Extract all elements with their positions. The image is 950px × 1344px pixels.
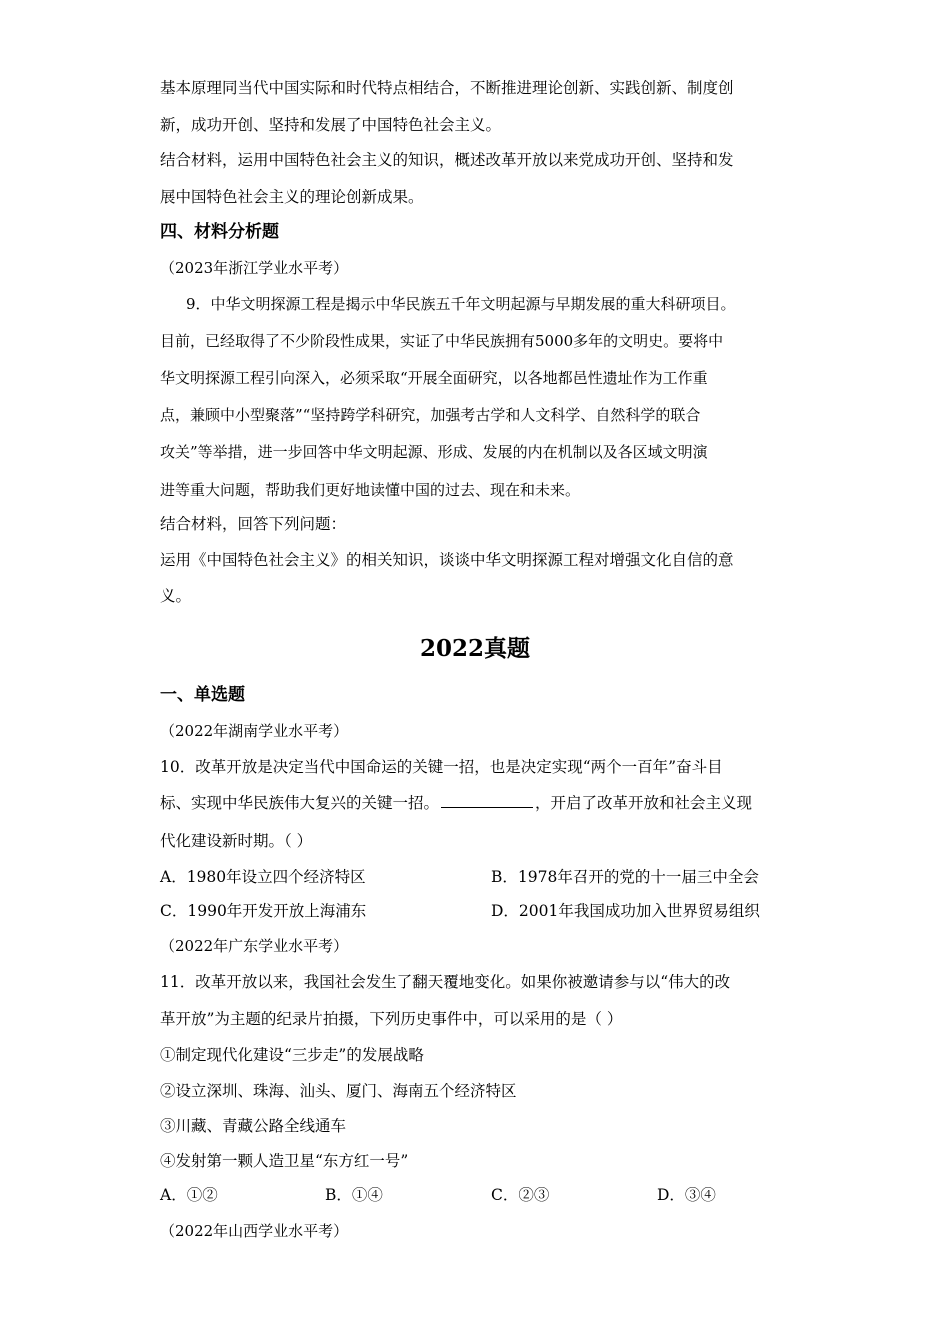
option-a: A．①② [160, 1186, 218, 1204]
option-d: D．2001年我国成功加入世界贸易组织 [491, 902, 760, 920]
option-d: D．③④ [657, 1186, 716, 1204]
question-text: 革开放”为主题的纪录片拍摄，下列历史事件中，可以采用的是（ ） [160, 1010, 623, 1028]
question-text: 10．改革开放是决定当代中国命运的关键一招，也是决定实现“两个一百年”奋斗目 [160, 758, 723, 776]
list-item: ①制定现代化建设“三步走”的发展战略 [160, 1046, 424, 1064]
paragraph-line: 结合材料，运用中国特色社会主义的知识，概述改革开放以来党成功开创、坚持和发 [160, 151, 734, 169]
section-heading: 四、材料分析题 [160, 222, 279, 242]
question-text: 9．中华文明探源工程是揭示中华民族五千年文明起源与早期发展的重大科研项目。 [186, 295, 736, 313]
list-item: ④发射第一颗人造卫星“东方红一号” [160, 1152, 409, 1170]
paragraph-line: 基本原理同当代中国实际和时代特点相结合，不断推进理论创新、实践创新、制度创 [160, 79, 734, 97]
paragraph-line: 展中国特色社会主义的理论创新成果。 [160, 188, 424, 206]
option-a: A．1980年设立四个经济特区 [160, 868, 366, 886]
list-item: ②设立深圳、珠海、汕头、厦门、海南五个经济特区 [160, 1082, 517, 1100]
question-text-part: ，开启了改革开放和社会主义现 [535, 794, 753, 812]
question-source: （2023年浙江学业水平考） [160, 259, 349, 277]
question-text: 进等重大问题，帮助我们更好地读懂中国的过去、现在和未来。 [160, 481, 581, 499]
section-heading: 一、单选题 [160, 685, 245, 705]
paragraph-line: 新，成功开创、坚持和发展了中国特色社会主义。 [160, 116, 502, 134]
year-title: 2022真题 [419, 635, 530, 662]
option-b: B．①④ [325, 1186, 383, 1204]
question-text-part: 标、实现中华民族伟大复兴的关键一招。 [160, 794, 440, 812]
question-text: 义。 [160, 587, 192, 605]
question-source: （2022年广东学业水平考） [160, 937, 349, 955]
question-text: 攻关”等举措，进一步回答中华文明起源、形成、发展的内在机制以及各区域文明演 [160, 443, 708, 461]
question-source: （2022年山西学业水平考） [160, 1222, 349, 1240]
question-text: 运用《中国特色社会主义》的相关知识，谈谈中华文明探源工程对增强文化自信的意 [160, 551, 734, 569]
question-text: 11．改革开放以来，我国社会发生了翻天覆地变化。如果你被邀请参与以“伟大的改 [160, 973, 731, 991]
list-item: ③川藏、青藏公路全线通车 [160, 1117, 347, 1135]
question-text: 目前，已经取得了不少阶段性成果，实证了中华民族拥有5000多年的文明史。要将中 [160, 332, 724, 350]
option-c: C．②③ [491, 1186, 550, 1204]
option-c: C．1990年开发开放上海浦东 [160, 902, 367, 920]
fill-blank [441, 793, 533, 808]
question-text: 华文明探源工程引向深入，必须采取“开展全面研究，以各地都邑性遗址作为工作重 [160, 369, 708, 387]
question-source: （2022年湖南学业水平考） [160, 722, 349, 740]
question-text: 点，兼顾中小型聚落”“坚持跨学科研究，加强考古学和人文科学、自然科学的联合 [160, 406, 701, 424]
question-text: 代化建设新时期。（ ） [160, 832, 313, 850]
question-prompt: 结合材料，回答下列问题： [160, 515, 347, 533]
option-b: B．1978年召开的党的十一届三中全会 [491, 868, 759, 886]
question-text [160, 793, 752, 813]
